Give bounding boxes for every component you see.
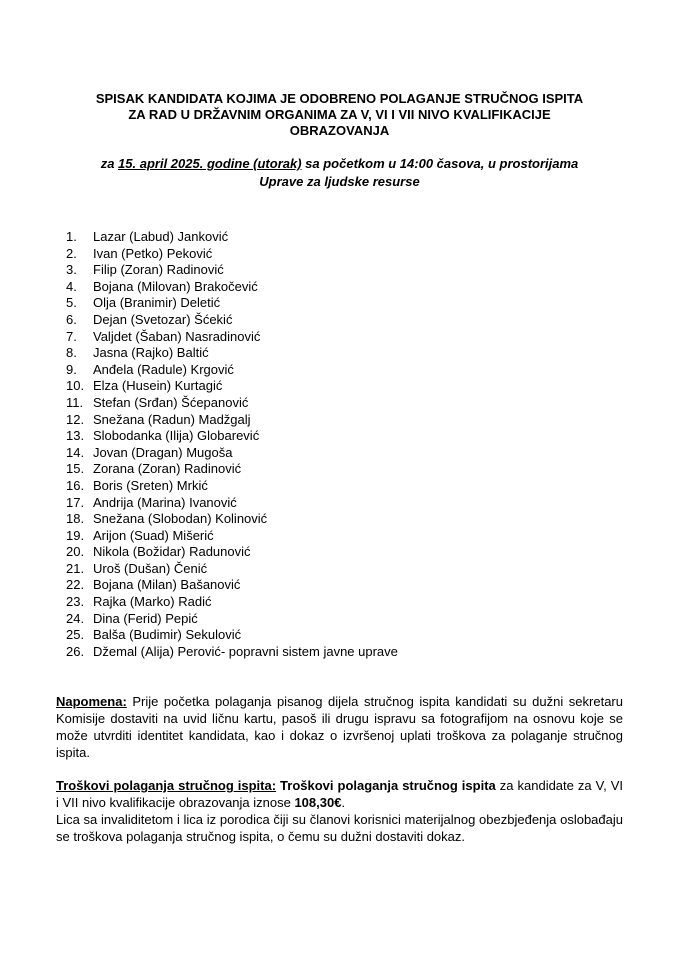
- candidate-name: Džemal (Alija) Perović- popravni sistem javne uprave: [93, 643, 398, 659]
- list-item: [66, 461, 398, 478]
- candidate-name: Slobodanka (Ilija) Globarević: [93, 428, 260, 444]
- list-item: [66, 627, 398, 644]
- list-item-number: 12.: [66, 411, 85, 427]
- list-item-number: 2.: [66, 245, 77, 261]
- candidate-name: Ivan (Petko) Peković: [93, 245, 213, 261]
- candidate-name: Bojana (Milovan) Brakočević: [93, 278, 258, 294]
- candidate-name: Valjdet (Šaban) Nasradinović: [93, 328, 261, 344]
- candidate-name: Snežana (Radun) Madžgalj: [93, 411, 251, 427]
- list-item: [66, 262, 398, 279]
- exam-date-info: [50, 155, 629, 191]
- candidate-name: Bojana (Milan) Bašanović: [93, 577, 241, 593]
- list-item-number: 15.: [66, 461, 85, 477]
- list-item-number: 10.: [66, 378, 85, 394]
- subtitle-location: Uprave za ljudske resurse: [259, 174, 420, 189]
- costs-end: .: [341, 795, 346, 810]
- list-item-number: 7.: [66, 328, 77, 344]
- candidate-name: Elza (Husein) Kurtagić: [93, 378, 223, 394]
- list-item: [66, 246, 398, 263]
- list-item: [66, 312, 398, 329]
- list-item-number: 1.: [66, 229, 77, 244]
- list-item-number: 18.: [66, 511, 85, 527]
- candidate-name: Anđela (Radule) Krgović: [93, 361, 234, 377]
- list-item-number: 14.: [66, 444, 85, 460]
- candidate-name: Lazar (Labud) Janković: [93, 229, 229, 244]
- list-item-number: 11.: [66, 394, 84, 410]
- list-item-number: 13.: [66, 428, 85, 444]
- list-item: [66, 229, 398, 246]
- list-item: [66, 362, 398, 379]
- candidate-name: Snežana (Slobodan) Kolinović: [93, 511, 268, 527]
- list-item-number: 3.: [66, 262, 77, 278]
- list-item: [66, 279, 398, 296]
- list-item: [66, 577, 398, 594]
- note-paragraph: [56, 693, 623, 761]
- list-item-number: 21.: [66, 560, 85, 576]
- costs-section: [56, 777, 623, 845]
- exam-date: 15. april 2025. godine (utorak): [118, 156, 302, 171]
- note-label: Napomena:: [56, 694, 127, 709]
- list-item-number: 23.: [66, 594, 85, 610]
- costs-text: za kandidate za V, VI i VII nivo kvalifikacije obrazovanja iznose: [56, 778, 623, 810]
- list-item: [66, 378, 398, 395]
- list-item-number: 8.: [66, 345, 77, 361]
- list-item: [66, 544, 398, 561]
- candidate-name: Stefan (Srđan) Šćepanović: [93, 394, 249, 410]
- candidate-name: Zorana (Zoran) Radinović: [93, 461, 242, 477]
- subtitle-prefix: za: [100, 156, 119, 171]
- list-item-number: 26.: [66, 643, 85, 659]
- list-item: [66, 345, 398, 362]
- costs-label: Troškovi polaganja stručnog ispita:: [56, 778, 277, 793]
- list-item-number: 6.: [66, 311, 77, 327]
- list-item: [66, 594, 398, 611]
- list-item: [66, 561, 398, 578]
- list-item: [66, 495, 398, 512]
- list-item: [66, 644, 398, 661]
- costs-bold-lead: Troškovi polaganja stručnog ispita: [276, 778, 496, 793]
- document-title: [50, 91, 629, 139]
- list-item: [66, 329, 398, 346]
- list-item: [66, 511, 398, 528]
- note-text: Prije početka polaganja pisanog dijela stručnog ispita kandidati su dužni sekretaru Komisije dostaviti na uvid ličnu kartu, pasoš ili drugu ispravu sa fotografijom na osnovu koje se može utvrditi identitet kandidata, kao i dokaz o izvršenoj uplati troškova za polaganje stručnog ispita.: [56, 694, 623, 760]
- candidate-name: Olja (Branimir) Deletić: [93, 295, 221, 311]
- title-line-3: OBRAZOVANJA: [289, 123, 390, 138]
- candidate-name: Jovan (Dragan) Mugoša: [93, 444, 233, 460]
- costs-exemption: Lica sa invaliditetom i lica iz porodica čiji su članovi korisnici materijalnog obezbjeđenja oslobađaju se troškova polaganja stručnog ispita, o čemu su dužni dostaviti dokaz.: [56, 812, 623, 844]
- list-item-number: 19.: [66, 527, 85, 543]
- subtitle-middle: sa početkom u 14:00 časova, u prostorijama: [301, 156, 579, 171]
- list-item: [66, 428, 398, 445]
- list-item-number: 17.: [66, 494, 85, 510]
- candidate-name: Balša (Budimir) Sekulović: [93, 627, 242, 643]
- list-item: [66, 528, 398, 545]
- list-item: [66, 295, 398, 312]
- list-item-number: 24.: [66, 610, 85, 626]
- list-item: [66, 611, 398, 628]
- costs-amount: 108,30€: [294, 795, 342, 810]
- candidate-name: Boris (Sreten) Mrkić: [93, 477, 208, 493]
- title-line-1: SPISAK KANDIDATA KOJIMA JE ODOBRENO POLAGANJE STRUČNOG ISPITA: [95, 91, 584, 106]
- list-item-number: 20.: [66, 544, 85, 560]
- title-line-2: ZA RAD U DRŽAVNIM ORGANIMA ZA V, VI I VII NIVO KVALIFIKACIJE: [128, 107, 551, 122]
- candidate-name: Jasna (Rajko) Baltić: [93, 345, 209, 361]
- candidate-name: Andrija (Marina) Ivanović: [93, 494, 237, 510]
- list-item-number: 25.: [66, 627, 85, 643]
- candidate-name: Rajka (Marko) Radić: [93, 594, 212, 610]
- candidate-name: Filip (Zoran) Radinović: [93, 262, 224, 278]
- candidate-name: Uroš (Dušan) Čenić: [93, 560, 208, 576]
- list-item-number: 22.: [66, 577, 85, 593]
- list-item-number: 5.: [66, 295, 77, 311]
- list-item: [66, 395, 398, 412]
- list-item: [66, 445, 398, 462]
- list-item: [66, 478, 398, 495]
- candidate-list: [66, 229, 398, 660]
- candidate-name: Dejan (Svetozar) Šćekić: [93, 311, 233, 327]
- list-item-number: 9.: [66, 361, 77, 377]
- list-item-number: 4.: [66, 278, 77, 294]
- candidate-name: Nikola (Božidar) Radunović: [93, 544, 251, 560]
- costs-paragraph: [56, 777, 623, 811]
- candidate-name: Dina (Ferid) Pepić: [93, 610, 198, 626]
- list-item: [66, 412, 398, 429]
- list-item-number: 16.: [66, 477, 85, 493]
- candidate-name: Arijon (Suad) Mišerić: [93, 527, 214, 543]
